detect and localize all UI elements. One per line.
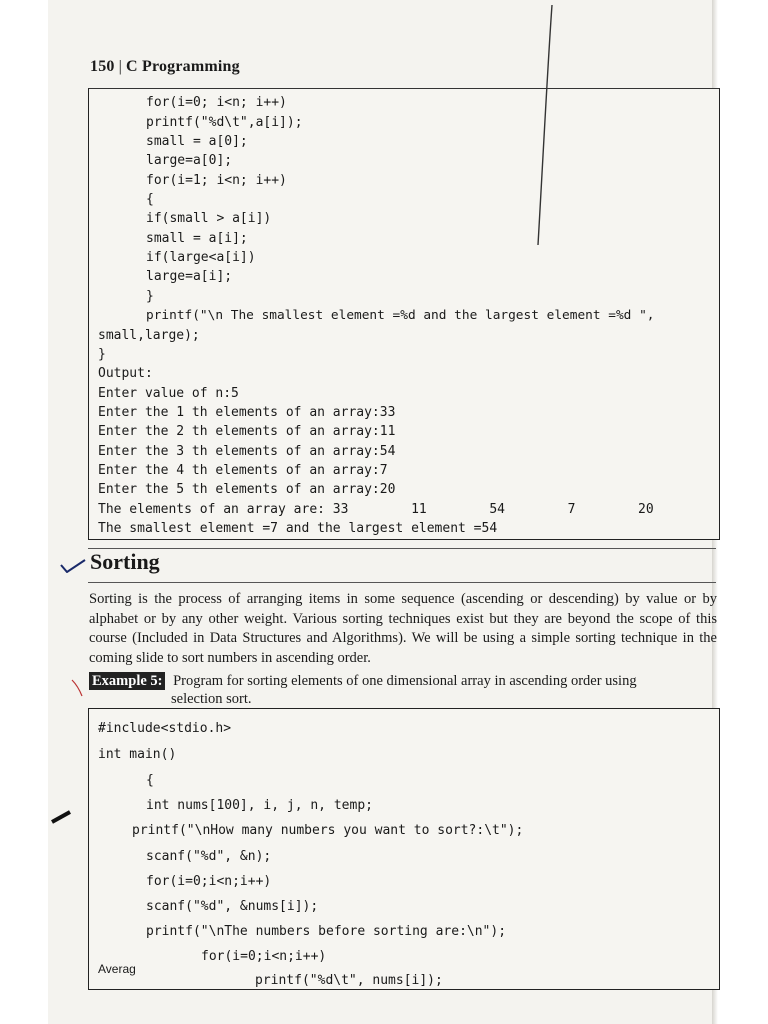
section-title xyxy=(90,549,160,575)
code-line: { xyxy=(146,192,154,207)
code-line: scanf("%d", &nums[i]); xyxy=(146,899,319,914)
code-line: printf("\nHow many numbers you want to sort?:\t"); xyxy=(132,823,524,838)
code-line: for(i=1; i<n; i++) xyxy=(146,173,287,188)
code-block-2 xyxy=(88,708,720,990)
code-line: small = a[i]; xyxy=(146,231,248,246)
code-line: } xyxy=(98,347,106,362)
code-line: for(i=0;i<n;i++) xyxy=(201,949,327,964)
code-line: if(large<a[i]) xyxy=(146,250,256,265)
code-line: printf("%d\t",a[i]); xyxy=(146,115,303,130)
check-mark-icon xyxy=(60,559,86,573)
code-line: printf("\nThe numbers before sorting are:\n"); xyxy=(146,924,507,939)
code-line: int nums[100], i, j, n, temp; xyxy=(146,798,373,813)
section-rule-bottom xyxy=(88,582,716,583)
section-paragraph: Sorting is the process of arranging items in some sequence (ascending or descending) by value or by alphabet or by any other weight. Various sorting techniques exist but they are beyond the scope of this course (Included in Data Structures and Algorithms). We will be using a simple sorting technique in the coming slide to sort numbers in ascending order. xyxy=(89,591,717,666)
code-block-1 xyxy=(88,88,720,540)
output-line: Enter value of n:5 xyxy=(98,386,239,401)
output-label: Output: xyxy=(98,366,153,381)
example-description: Program for sorting elements of one dimensional array in ascending order using xyxy=(173,673,637,689)
code-line: printf("\n The smallest element =%d and the largest element =%d ", xyxy=(146,308,655,323)
code-line: #include<stdio.h> xyxy=(98,721,232,736)
output-line: The smallest element =7 and the largest element =54 xyxy=(98,521,498,536)
book-title: C Programming xyxy=(126,58,240,75)
code-line: { xyxy=(146,773,154,788)
code-line: scanf("%d", &n); xyxy=(146,849,272,864)
code-line: } xyxy=(146,289,154,304)
header-separator: | xyxy=(118,58,123,75)
example-heading xyxy=(89,672,717,707)
output-line: Enter the 4 th elements of an array:7 xyxy=(98,463,388,478)
code-line: int main() xyxy=(98,747,177,762)
section-rule-top xyxy=(88,548,716,549)
code-line: small = a[0]; xyxy=(146,134,248,149)
code-line: large=a[i]; xyxy=(146,269,233,284)
output-line: The elements of an array are: 33 11 54 7 20 xyxy=(98,502,654,517)
code-line: printf("%d\t", nums[i]); xyxy=(255,973,443,988)
example-label: Example 5: xyxy=(89,672,165,690)
code-line: if(small > a[i]) xyxy=(146,211,272,226)
code-line: for(i=0; i<n; i++) xyxy=(146,95,287,110)
code-line: for(i=0;i<n;i++) xyxy=(146,874,272,889)
example-description-cont: selection sort. xyxy=(171,691,252,707)
page-header xyxy=(90,58,240,76)
section-title-text: Sorting xyxy=(90,549,160,574)
output-line: Enter the 2 th elements of an array:11 xyxy=(98,424,396,439)
output-line: Enter the 5 th elements of an array:20 xyxy=(98,482,396,497)
code-line: large=a[0]; xyxy=(146,153,233,168)
output-line: Enter the 3 th elements of an array:54 xyxy=(98,444,396,459)
output-line: Enter the 1 th elements of an array:33 xyxy=(98,405,396,420)
code-line: small,large); xyxy=(98,328,200,343)
page-number: 150 xyxy=(90,58,115,75)
handwritten-margin-note: Averag xyxy=(98,962,136,976)
